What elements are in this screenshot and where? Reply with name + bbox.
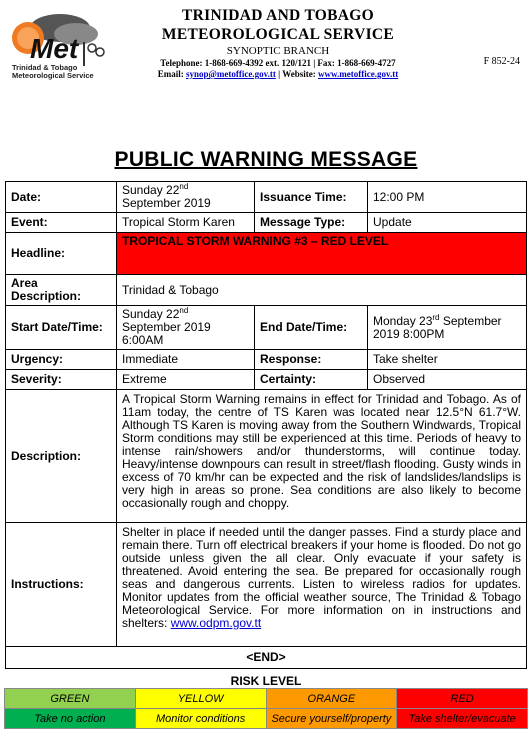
form-number: F 852-24 bbox=[483, 56, 520, 67]
instructions-value: Shelter in place if needed until the danger passes. Find a sturdy place and remain there. Turn off electrical breakers if your home is flooded. Do not go outside unless given the all clear. Only evacuate if your safety is threatened. Avoid entering the sea. Be prepared for occasionally rough seas and dangerous currents. Listen to wireless radios for updates. Monitor updates from the official weather source, The Trinidad & Tobago Meteorological Service. For more information on in instructions and shelters: www.odpm.gov.tt bbox=[117, 523, 527, 647]
risk-orange-action: Secure yourself/property bbox=[266, 709, 397, 729]
end-marker: <END> bbox=[6, 647, 527, 669]
email-link[interactable]: synop@metoffice.gov.tt bbox=[186, 69, 276, 79]
description-label: Description: bbox=[6, 390, 117, 523]
contact-line: Telephone: 1-868-669-4392 ext. 120/121 | Fax: 1-868-669-4727 bbox=[160, 58, 396, 68]
certainty-label: Certainty: bbox=[255, 370, 368, 390]
page-title: PUBLIC WARNING MESSAGE bbox=[114, 148, 418, 171]
row-date bbox=[6, 182, 527, 213]
end-date-label: End Date/Time: bbox=[255, 306, 368, 350]
urgency-label: Urgency: bbox=[6, 350, 117, 370]
page-header bbox=[0, 0, 532, 100]
urgency-value: Immediate bbox=[117, 350, 255, 370]
risk-orange-name: ORANGE bbox=[266, 689, 397, 709]
date-label: Date: bbox=[6, 182, 117, 213]
org-name-line2: METEOROLOGICAL SERVICE bbox=[161, 26, 395, 43]
branch-name: SYNOPTIC BRANCH bbox=[226, 45, 330, 57]
email-label: Email: bbox=[157, 69, 187, 79]
risk-level-names bbox=[5, 689, 528, 709]
issuance-time-value: 12:00 PM bbox=[368, 182, 527, 213]
risk-level-title: RISK LEVEL bbox=[230, 674, 302, 688]
severity-value: Extreme bbox=[117, 370, 255, 390]
end-date-value: Monday 23rd September 2019 8:00PM bbox=[368, 306, 527, 350]
risk-level-table bbox=[4, 688, 528, 729]
date-value: Sunday 22nd September 2019 bbox=[117, 182, 255, 213]
odpm-link[interactable]: www.odpm.gov.tt bbox=[170, 616, 262, 630]
message-type-label: Message Type: bbox=[255, 213, 368, 233]
org-name-line1: TRINIDAD AND TOBAGO bbox=[181, 7, 375, 24]
risk-yellow-name: YELLOW bbox=[135, 689, 266, 709]
logo-text: Met bbox=[30, 33, 79, 64]
risk-yellow-action: Monitor conditions bbox=[135, 709, 266, 729]
headline-value: TROPICAL STORM WARNING #3 – RED LEVEL bbox=[117, 233, 527, 275]
event-label: Event: bbox=[6, 213, 117, 233]
issuance-time-label: Issuance Time: bbox=[255, 182, 368, 213]
risk-level-actions bbox=[5, 709, 528, 729]
description-value: A Tropical Storm Warning remains in effect for Trinidad and Tobago. As of 11am today, the centre of TS Karen was located near 12.5°N 61.7°W. Although TS Karen is moving away from the Southern Windwards, Tropical Storm conditions may still be experienced at this time. Periods of heavy to intense rain/showers and/or thunderstorms, will continue today. Heavy/intense downpours can result in street/flash flooding. Gusty winds in excess of 70 km/hr can be expected and the risk of landslides/landslips is very high in areas so prone. Sea conditions are also likely to become occasionally rough and choppy. bbox=[117, 390, 527, 523]
response-value: Take shelter bbox=[368, 350, 527, 370]
response-label: Response: bbox=[255, 350, 368, 370]
event-value: Tropical Storm Karen bbox=[117, 213, 255, 233]
logo-subtext-2: Meteorological Service bbox=[12, 71, 94, 80]
met-service-logo bbox=[10, 8, 110, 80]
severity-label: Severity: bbox=[6, 370, 117, 390]
row-urgency bbox=[6, 350, 527, 370]
organization-block bbox=[118, 6, 438, 80]
row-description bbox=[6, 390, 527, 523]
area-description-label: Area Description: bbox=[6, 275, 117, 306]
row-start-end bbox=[6, 306, 527, 350]
row-headline bbox=[6, 233, 527, 275]
row-end bbox=[6, 647, 527, 669]
website-link[interactable]: www.metoffice.gov.tt bbox=[317, 69, 399, 79]
headline-label: Headline: bbox=[6, 233, 117, 275]
start-date-label: Start Date/Time: bbox=[6, 306, 117, 350]
row-event bbox=[6, 213, 527, 233]
risk-red-action: Take shelter/evacuate bbox=[397, 709, 528, 729]
instructions-label: Instructions: bbox=[6, 523, 117, 647]
certainty-value: Observed bbox=[368, 370, 527, 390]
row-area bbox=[6, 275, 527, 306]
risk-green-name: GREEN bbox=[5, 689, 136, 709]
warning-table bbox=[5, 181, 527, 669]
area-description-value: Trinidad & Tobago bbox=[117, 275, 527, 306]
message-type-value: Update bbox=[368, 213, 527, 233]
website-label: | Website: bbox=[275, 69, 318, 79]
row-severity bbox=[6, 370, 527, 390]
logo-subtext-1: Trinidad & Tobago bbox=[12, 63, 78, 72]
row-instructions bbox=[6, 523, 527, 647]
risk-green-action: Take no action bbox=[5, 709, 136, 729]
email-website-line bbox=[118, 69, 438, 80]
start-date-value: Sunday 22nd September 2019 6:00AM bbox=[117, 306, 255, 350]
risk-red-name: RED bbox=[397, 689, 528, 709]
